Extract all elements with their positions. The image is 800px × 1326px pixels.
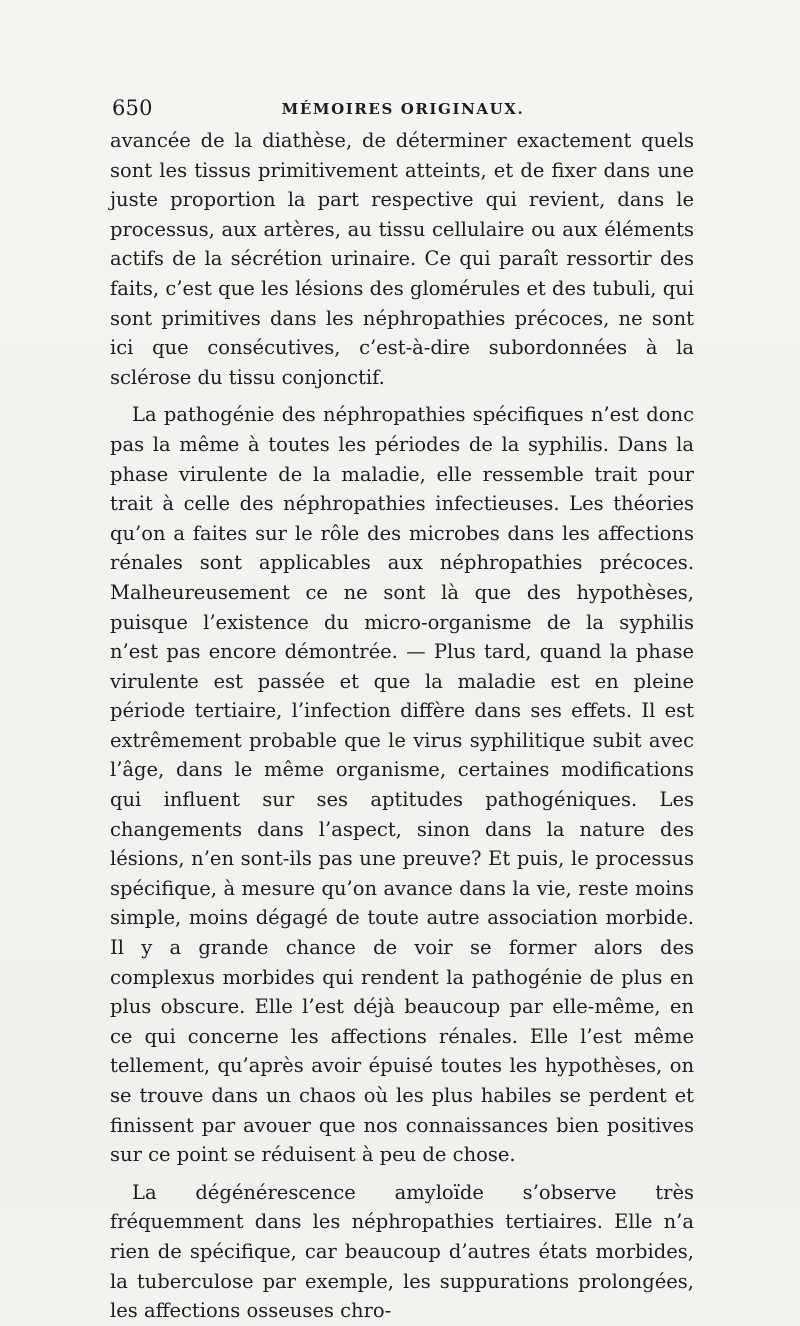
paragraph-degenerescence: La dégénérescence amyloïde s’observe très fréquemment dans les néphropathies tertiaires. Elle n’a rien de spécifique, car beaucoup d’autres états morbides, la tuberculose par exemple, les suppurations prolongées, les affections osseuses chro-	[110, 1180, 694, 1323]
paragraph-continued: avancée de la diathèse, de déterminer exactement quels sont les tissus primitivement atteints, et de fixer dans une juste proportion la part respective qui revient, dans le processus, aux artères, au tissu cellulaire ou aux éléments actifs de la sécrétion urinaire. Ce qui paraît ressortir des faits, c’est que les lésions des glomérules et des tubuli, qui sont primitives dans les néphropathies précoces, ne sont ici que consécutives, c’est-à-dire subordonnées à la sclérose du tissu conjonctif.	[110, 129, 694, 389]
paragraph-pathogenie: La pathogénie des néphropathies spécifiques n’est donc pas la même à toutes les périodes de la syphilis. Dans la phase virulente de la maladie, elle ressemble trait pour trait à celle des néphropathies infectieuses. Les théories qu’on a faites sur le rôle des microbes dans les affections rénales sont applicables aux néphropathies précoces. Malheureusement ce ne sont là que des hypothèses, puisque l’existence du micro-organisme de la syphilis n’est pas encore démontrée. — Plus tard, quand la phase virulente est passée et que la maladie est en pleine période tertiaire, l’infection diffère dans ses effets. Il est extrêmement probable que le virus syphilitique subit avec l’âge, dans le même organisme, certaines modifications qui influent sur ses aptitudes pathogéniques. Les changements dans l’aspect, sinon dans la nature des lésions, n’en sont-ils pas une preuve? Et puis, le processus spécifique, à mesure qu’on avance dans la vie, reste moins simple, moins dégagé de toute autre association morbide. Il y a grande chance de voir se former alors des complexus morbides qui rendent la pathogénie de plus en plus obscure. Elle l’est déjà beaucoup par elle-même, en ce qui concerne les affections rénales. Elle l’est même tellement, qu’après avoir épuisé toutes les hypothèses, on se trouve dans un chaos où les plus habiles se perdent et finissent par avouer que nos connaissances bien positives sur ce point se réduisent à peu de chose.	[110, 403, 694, 1167]
page-number: 650	[112, 96, 153, 120]
running-head	[112, 96, 694, 130]
running-title: MÉMOIRES ORIGINAUX.	[281, 100, 525, 118]
body-text	[110, 126, 694, 1326]
